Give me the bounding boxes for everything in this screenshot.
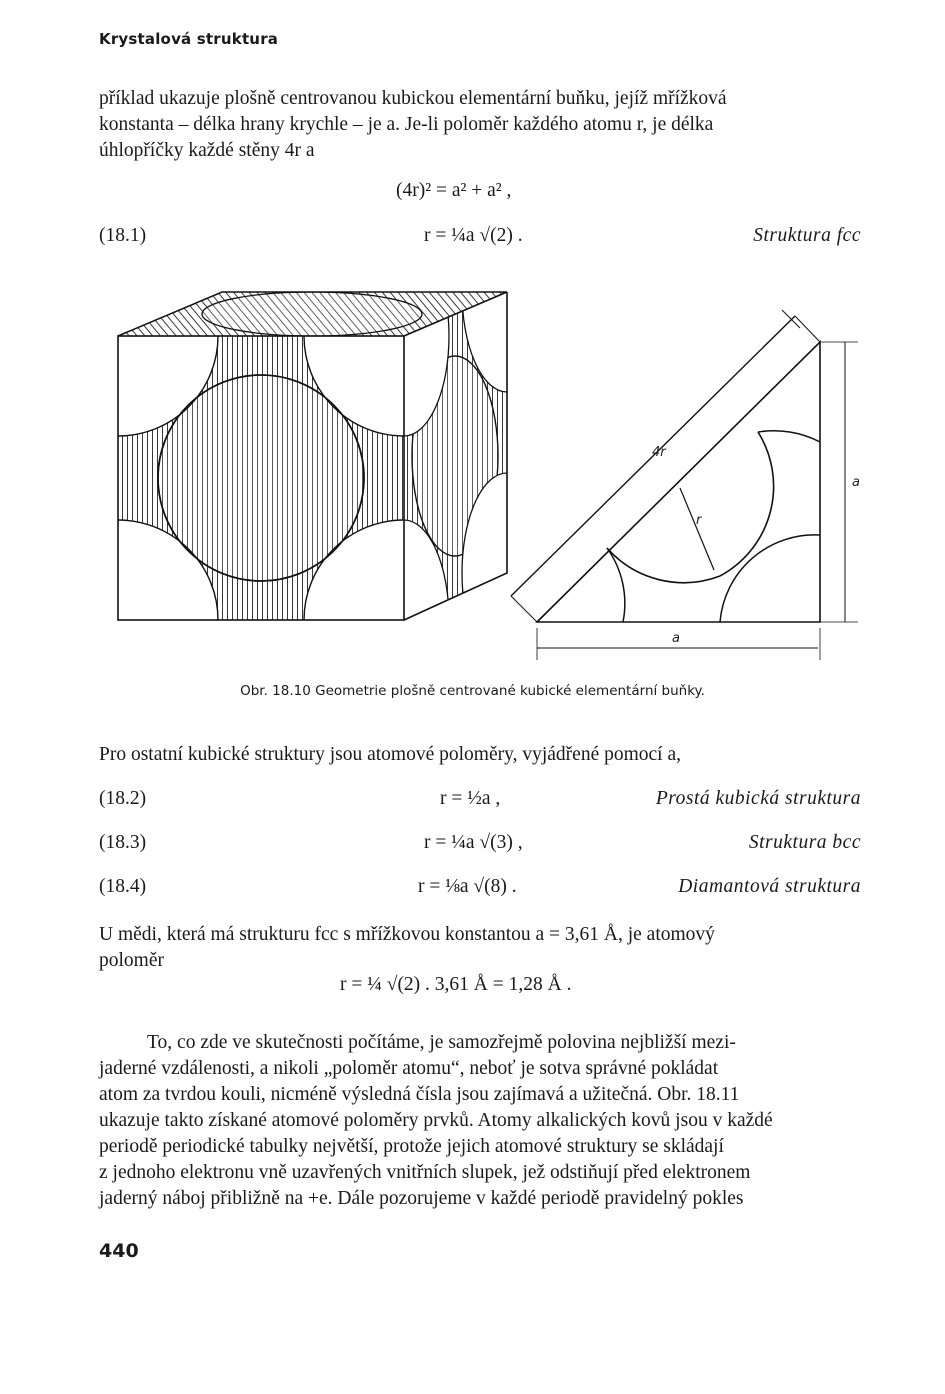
intro-line: příklad ukazuje plošně centrovanou kubickou elementární buňku, jejíž mřížková bbox=[99, 88, 727, 109]
copper-paragraph bbox=[99, 922, 861, 974]
final-line: ukazuje takto získané atomové poloměry prvků. Atomy alkalických kovů jsou v každé bbox=[99, 1110, 773, 1131]
equation-label: Struktura bcc bbox=[748, 832, 861, 853]
copper-line: U mědi, která má strukturu fcc s mřížkovou konstantou a = 3,61 Å, je atomový bbox=[99, 924, 715, 945]
label-a-horizontal: a bbox=[672, 631, 680, 646]
equation-formula: r = ¼a √(3) , bbox=[424, 832, 523, 853]
label-4r: 4r bbox=[652, 445, 666, 460]
equation-18-1-line1: (4r)² = a² + a² , bbox=[396, 180, 512, 201]
final-line: jaderné vzdálenosti, a nikoli „poloměr atomu“, neboť je sotva správné pokládat bbox=[99, 1058, 719, 1079]
copper-formula: r = ¼ √(2) . 3,61 Å = 1,28 Å . bbox=[340, 974, 572, 995]
figure-caption: Obr. 18.10 Geometrie plošně centrované kubické elementární buňky. bbox=[240, 683, 705, 699]
equation-label: Diamantová struktura bbox=[678, 876, 861, 897]
running-header: Krystalová struktura bbox=[99, 30, 279, 48]
page-number: 440 bbox=[99, 1240, 139, 1262]
triangle-diagram bbox=[511, 310, 858, 660]
final-line: atom za tvrdou kouli, nicméně výsledná čísla jsou zajímavá a užitečná. Obr. 18.11 bbox=[99, 1084, 740, 1105]
intro-line: konstanta – délka hrany krychle – je a. Je-li poloměr každého atomu r, je délka bbox=[99, 114, 714, 135]
label-r: r bbox=[696, 513, 702, 528]
equation-number: (18.4) bbox=[99, 876, 147, 897]
final-line: periodě periodické tabulky největší, protože jejich atomové struktury se skládají bbox=[99, 1136, 724, 1157]
intro-line: úhlopříčky každé stěny 4r a bbox=[99, 140, 315, 161]
equation-formula: r = ½a , bbox=[440, 788, 501, 809]
label-a-vertical: a bbox=[852, 475, 860, 490]
intro-paragraph bbox=[99, 86, 861, 164]
final-line: To, co zde ve skutečnosti počítáme, je samozřejmě polovina nejbližší mezi- bbox=[147, 1032, 736, 1053]
equation-label: Prostá kubická struktura bbox=[655, 788, 861, 809]
equation-number: (18.1) bbox=[99, 225, 147, 246]
fcc-figure bbox=[0, 280, 945, 680]
final-paragraph bbox=[99, 1030, 861, 1212]
final-line: z jednoho elektronu vně uzavřených vnitřních slupek, jež odstiňují před elektronem bbox=[99, 1162, 751, 1183]
final-line: jaderný náboj přibližně na +e. Dále pozorujeme v každé periodě pravidelný pokles bbox=[99, 1188, 744, 1209]
equation-label: Struktura fcc bbox=[753, 225, 861, 246]
equation-18-1-line2: r = ¼a √(2) . bbox=[424, 225, 523, 246]
equation-number: (18.2) bbox=[99, 788, 147, 809]
equation-number: (18.3) bbox=[99, 832, 147, 853]
copper-line: poloměr bbox=[99, 950, 164, 971]
other-structures-intro: Pro ostatní kubické struktury jsou atomové poloměry, vyjádřené pomocí a, bbox=[99, 744, 681, 765]
equation-formula: r = ⅛a √(8) . bbox=[418, 876, 517, 897]
